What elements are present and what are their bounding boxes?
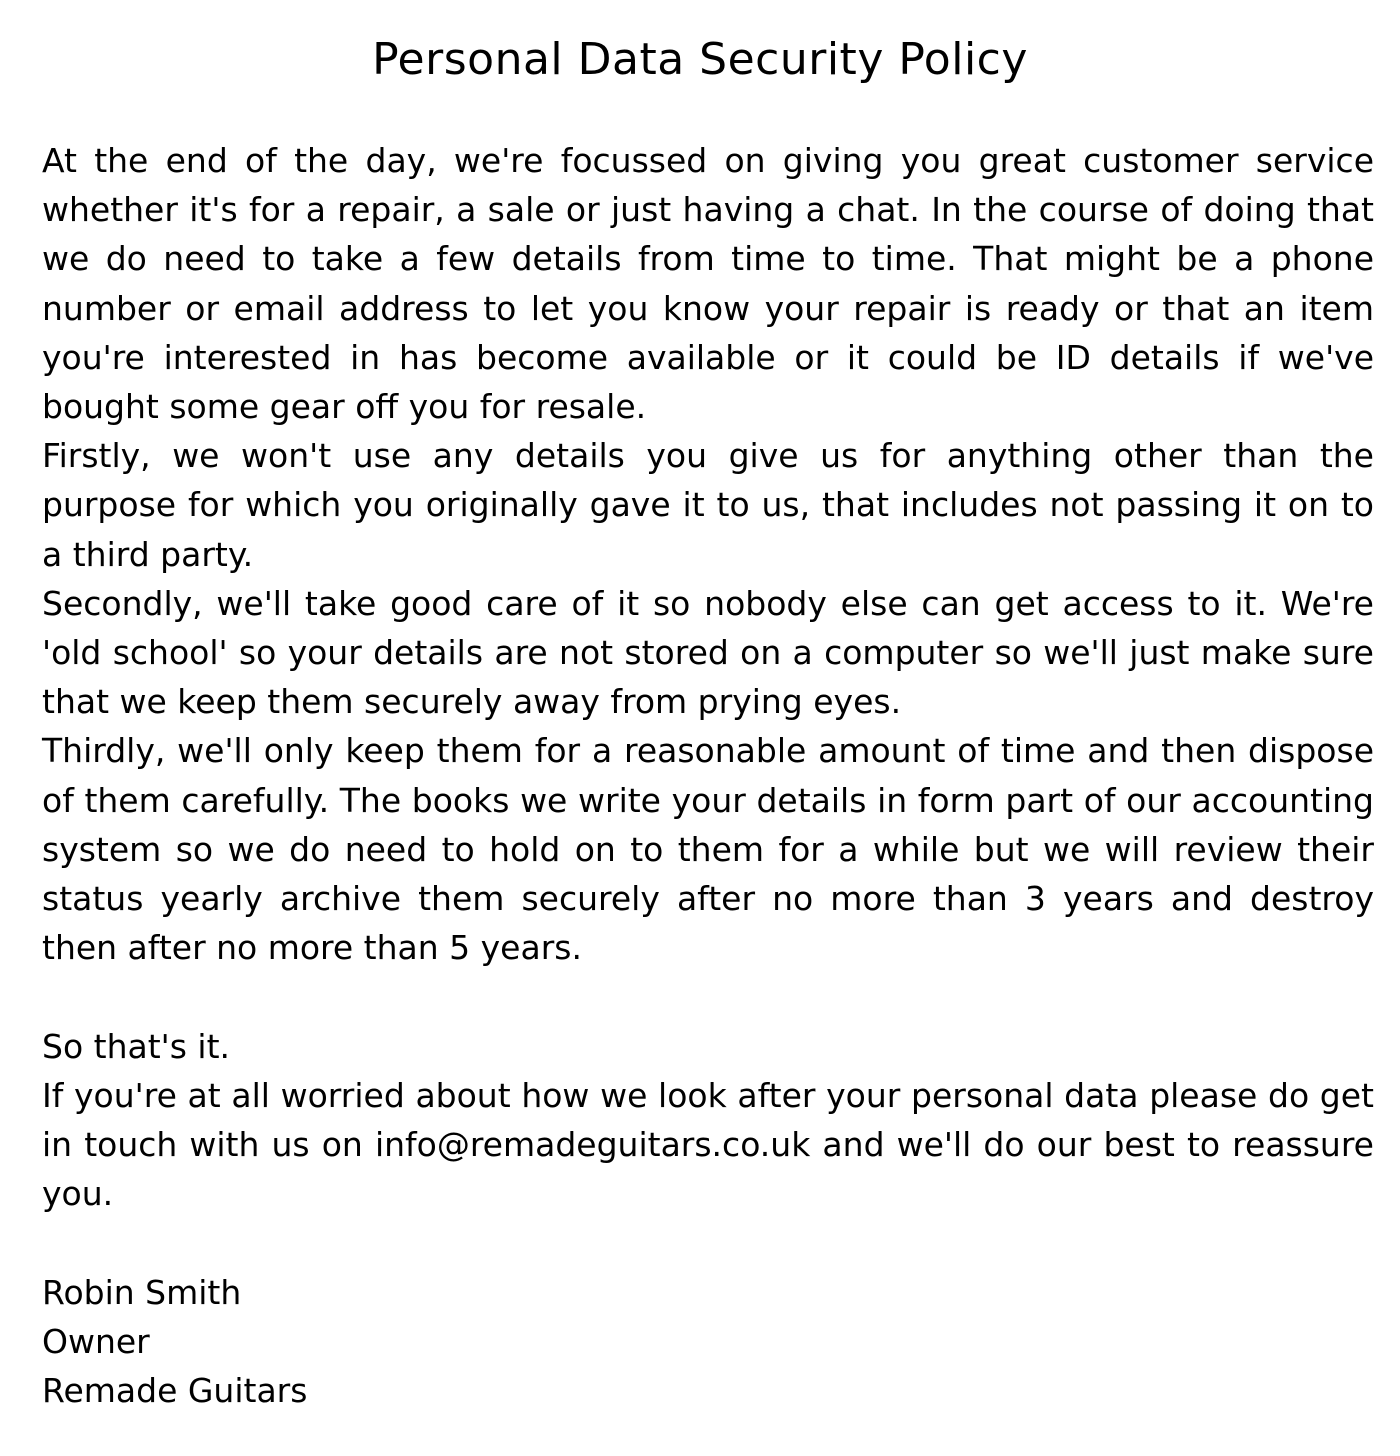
signature-company: Remade Guitars xyxy=(42,1371,308,1411)
paragraph-contact xyxy=(42,1071,1374,1219)
contact-text-after: and we'll do our best to reassure you. xyxy=(42,1125,1374,1214)
policy-body xyxy=(42,136,1374,1415)
spacer xyxy=(42,972,1374,1021)
signature-block xyxy=(42,1268,1374,1416)
signature-role: Owner xyxy=(42,1321,150,1361)
spacer xyxy=(42,1218,1374,1267)
paragraph-intro: At the end of the day, we're focussed on giving you great customer service whether it's for a repair, a sale or just having a chat. In the course of doing that we do need to take a few details from time to time. That might be a phone number or email address to let you know your repair is ready or that an item you're interested in has become available or it could be ID details if we've bought some gear off you for resale. xyxy=(42,141,1374,427)
paragraph-closing: So that's it. xyxy=(42,1026,230,1066)
signature-name: Robin Smith xyxy=(42,1272,242,1312)
paragraph-secondly: Secondly, we'll take good care of it so nobody else can get access to it. We're 'old school' so your details are not stored on a computer so we'll just make sure that we keep them securely away from prying eyes. xyxy=(42,583,1374,722)
page-title: Personal Data Security Policy xyxy=(372,34,1028,85)
paragraph-thirdly: Thirdly, we'll only keep them for a reasonable amount of time and then dispose of them carefully. The books we write your details in form part of our accounting system so we do need to hold on to them for a while but we will review their status yearly archive them securely after no more than 3 years and destroy then after no more than 5 years. xyxy=(42,731,1374,968)
contact-text-before: If you're at all worried about how we look after your personal data please do get in touch with us on xyxy=(42,1075,1374,1165)
contact-email-link[interactable]: info@remadeguitars.co.uk xyxy=(374,1125,811,1165)
paragraph-firstly: Firstly, we won't use any details you give us for anything other than the purpose for which you originally gave it to us, that includes not passing it on to a third party. xyxy=(42,436,1374,574)
